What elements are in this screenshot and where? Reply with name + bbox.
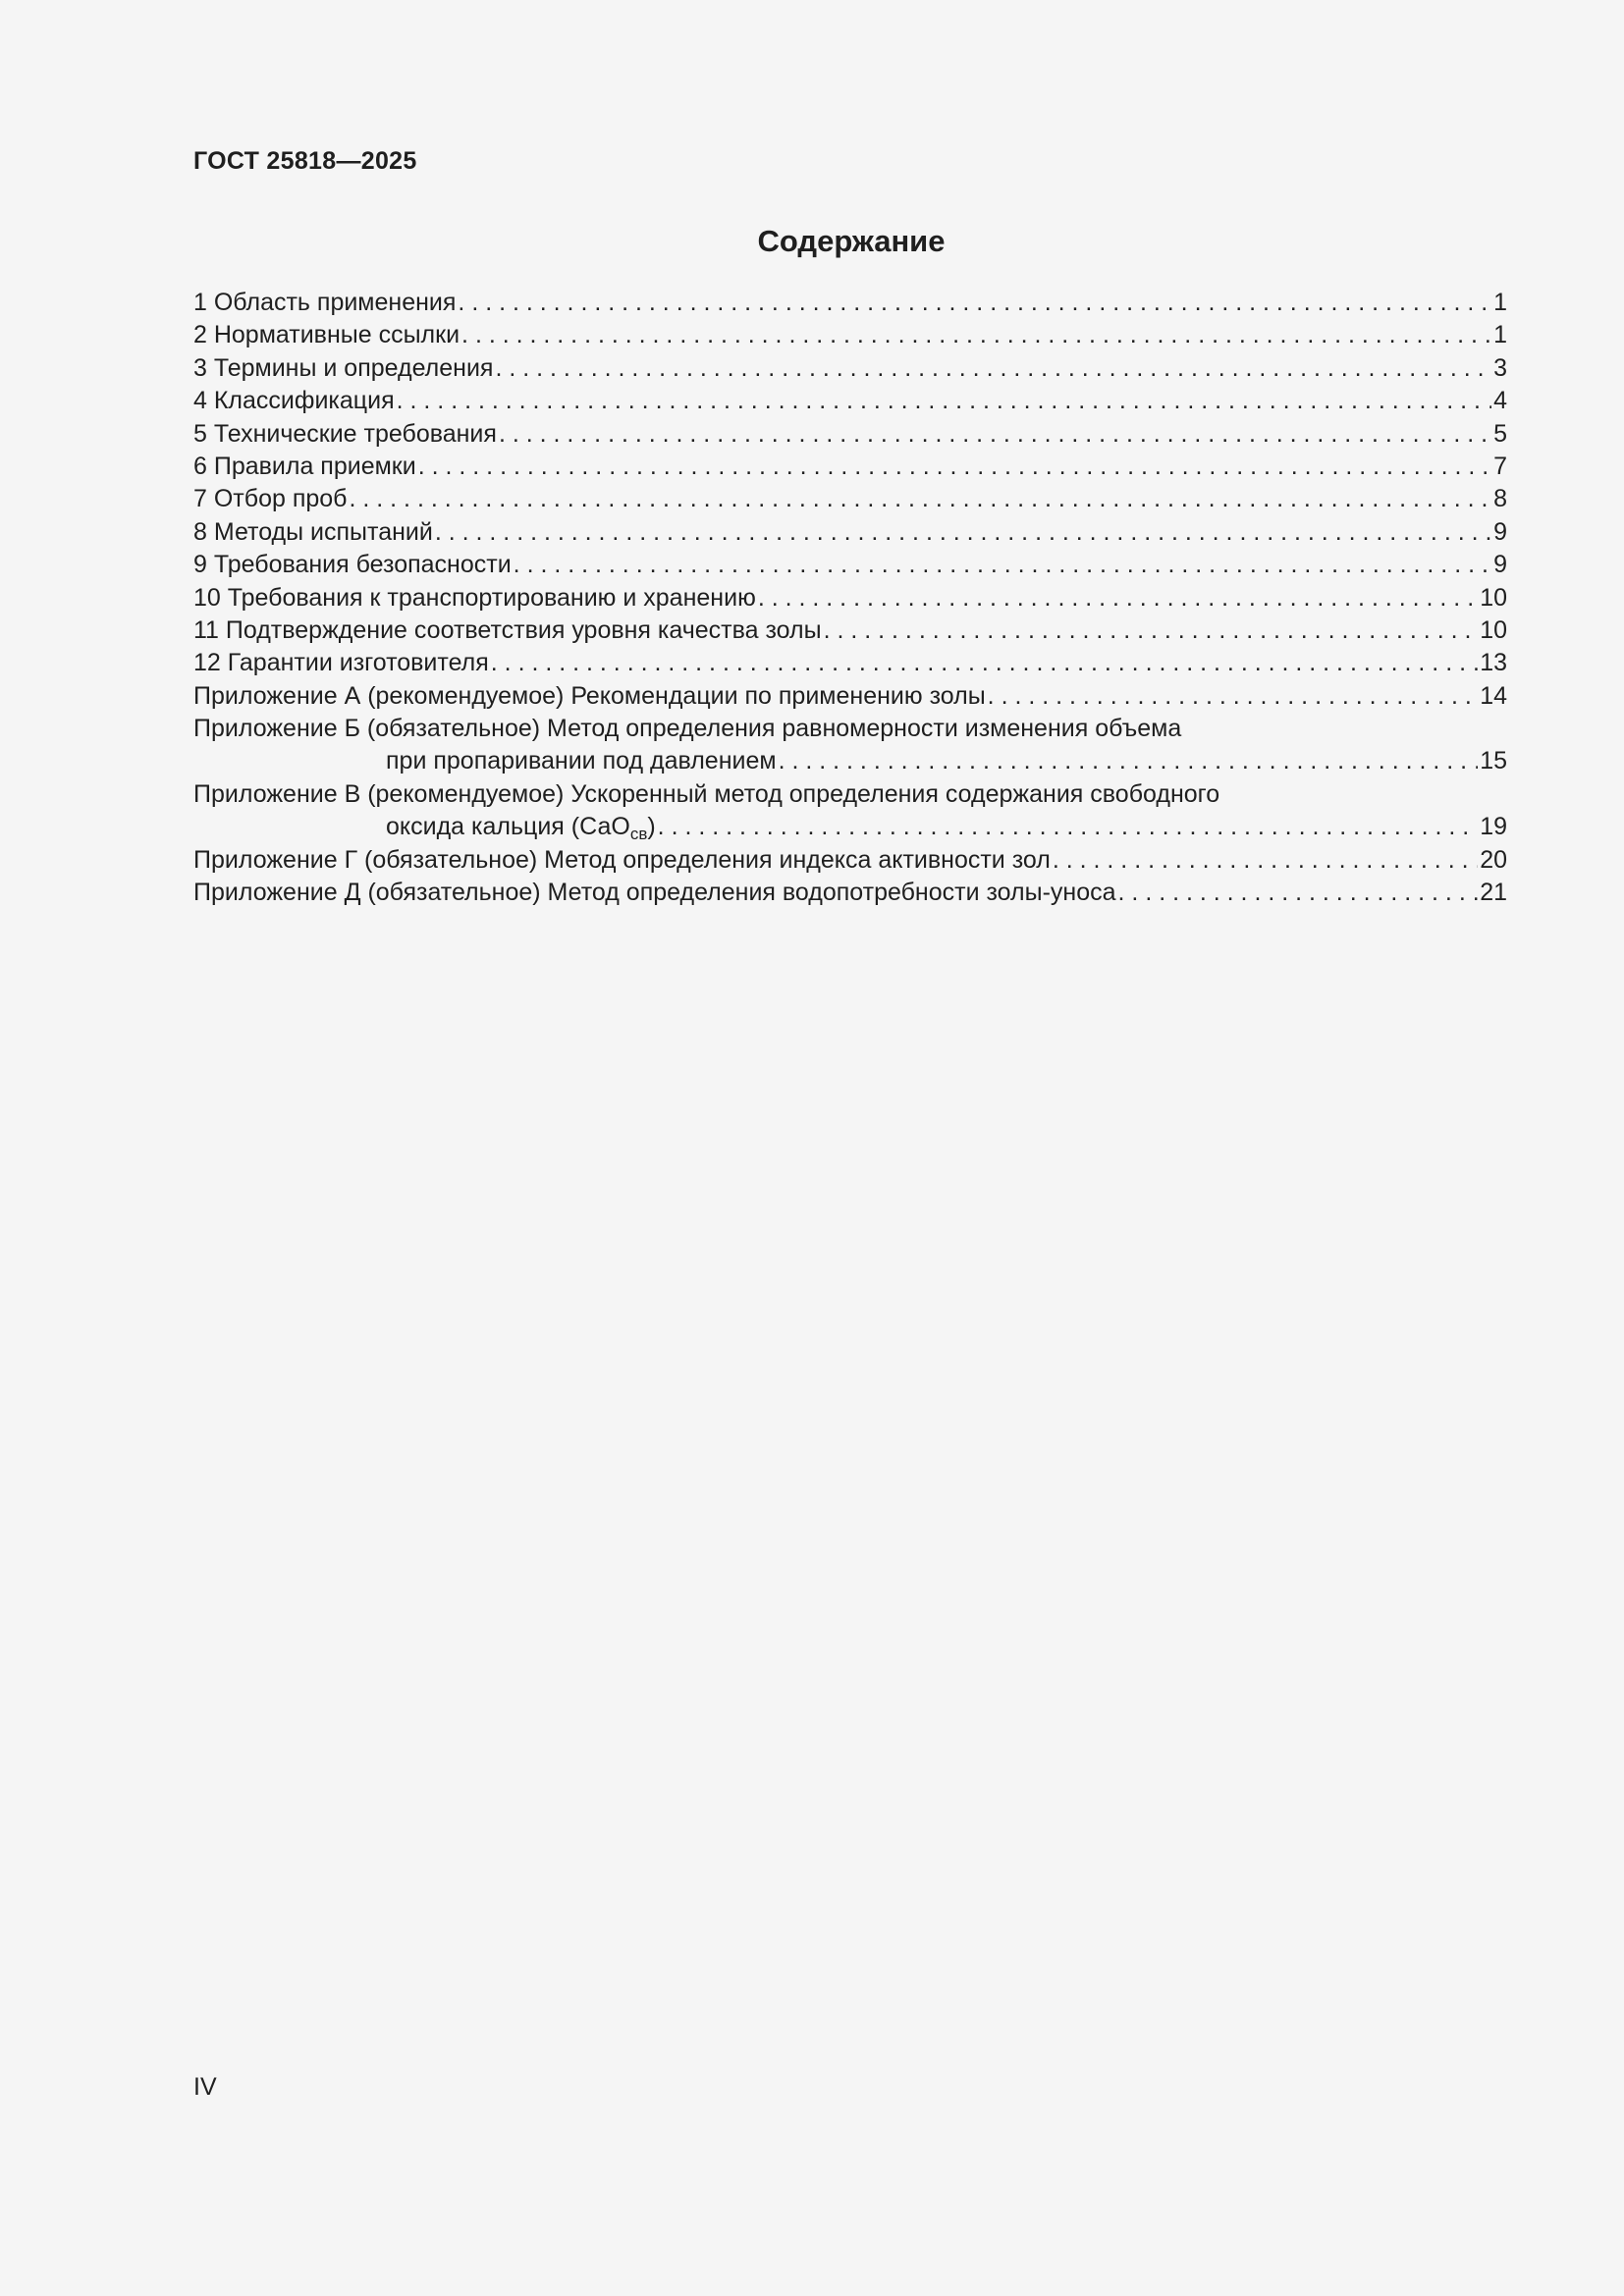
toc-entry-title: 12 Гарантии изготовителя [193,649,489,677]
toc-entry-title: 9 Требования безопасности [193,551,512,579]
toc-entry-title: Приложение В (рекомендуемое) Ускоренный метод определения содержания свободного [193,779,1220,808]
toc-entry-title: 11 Подтверждение соответствия уровня качества золы [193,615,822,644]
toc-entry-page: 9 [1493,551,1507,579]
table-of-contents [193,287,1507,909]
toc-leader-dots [514,549,1491,581]
toc-entry-title: 3 Термины и определения [193,353,494,382]
toc-entry-title: 8 Методы испытаний [193,517,433,546]
toc-entry-title: 10 Требования к транспортированию и хранению [193,583,756,612]
toc-entry[interactable] [193,483,1507,515]
toc-entry-page: 9 [1493,517,1507,546]
toc-entry-page: 21 [1480,879,1507,907]
toc-entry-page: 1 [1493,289,1507,316]
toc-entry-page: 20 [1480,845,1507,874]
toc-leader-dots [491,647,1478,679]
toc-entry[interactable] [193,549,1507,581]
toc-entry[interactable] [193,287,1507,319]
toc-leader-dots [495,352,1491,385]
toc-entry-title: 1 Область применения [193,289,457,316]
toc-leader-dots [758,582,1478,614]
toc-entry[interactable] [193,614,1507,647]
toc-entry-page: 10 [1480,615,1507,644]
toc-entry-title: 7 Отбор проб [193,485,348,513]
toc-entry[interactable] [193,582,1507,614]
toc-leader-dots [461,319,1491,351]
toc-leader-dots [1118,877,1479,909]
toc-leader-dots [435,516,1491,549]
toc-leader-dots [397,385,1491,417]
toc-entry-page: 15 [1480,747,1507,775]
toc-leader-dots [458,287,1491,319]
toc-entry-page: 13 [1480,649,1507,677]
toc-entry[interactable] [193,877,1507,909]
toc-entry-continuation[interactable] [193,811,1507,843]
toc-entry-page: 3 [1493,353,1507,382]
toc-entry-page: 14 [1480,681,1507,710]
toc-leader-dots [418,451,1491,483]
toc-entry-title: Приложение Б (обязательное) Метод определения равномерности изменения объема [193,715,1182,743]
subscript: св [629,825,648,844]
toc-entry-title-cont [193,811,656,843]
toc-entry-title: 4 Классификация [193,387,395,415]
toc-entry-continuation[interactable] [193,745,1507,777]
toc-leader-dots [779,745,1479,777]
toc-entry-page: 8 [1493,485,1507,513]
toc-leader-dots [824,614,1479,647]
toc-entry-title-cont: при пропаривании под давлением [386,747,777,775]
toc-entry[interactable] [193,680,1507,713]
toc-leader-dots [658,811,1479,843]
toc-entry[interactable] [193,451,1507,483]
toc-entry-page: 10 [1480,583,1507,612]
toc-entry-page: 19 [1480,813,1507,841]
toc-entry[interactable] [193,385,1507,417]
toc-entry[interactable] [193,352,1507,385]
toc-entry-page: 4 [1493,387,1507,415]
toc-entry[interactable] [193,647,1507,679]
toc-leader-dots [499,418,1491,451]
toc-entry[interactable] [193,778,1507,811]
toc-entry-page: 1 [1493,321,1507,349]
toc-entry[interactable] [193,713,1507,745]
toc-entry-title: 5 Технические требования [193,419,497,448]
toc-entry-page: 5 [1493,419,1507,448]
toc-entry-title-prefix: оксида кальция (СаО [386,813,630,841]
toc-entry-title: Приложение Д (обязательное) Метод определения водопотребности золы-уноса [193,879,1116,907]
page-number: IV [193,2073,217,2101]
page-title: Содержание [757,224,946,258]
toc-entry-title: Приложение А (рекомендуемое) Рекомендации по применению золы [193,681,986,710]
toc-entry-title-suffix: ) [647,813,656,841]
toc-entry[interactable] [193,516,1507,549]
toc-entry-title: 6 Правила приемки [193,452,416,480]
toc-entry-title: 2 Нормативные ссылки [193,321,460,349]
toc-entry-page: 7 [1493,452,1507,480]
toc-leader-dots [1053,844,1478,877]
document-code: ГОСТ 25818—2025 [193,147,417,175]
toc-entry[interactable] [193,844,1507,877]
toc-leader-dots [988,680,1479,713]
toc-entry[interactable] [193,319,1507,351]
toc-leader-dots [349,483,1491,515]
toc-entry[interactable] [193,418,1507,451]
toc-entry-title: Приложение Г (обязательное) Метод определения индекса активности зол [193,845,1051,874]
